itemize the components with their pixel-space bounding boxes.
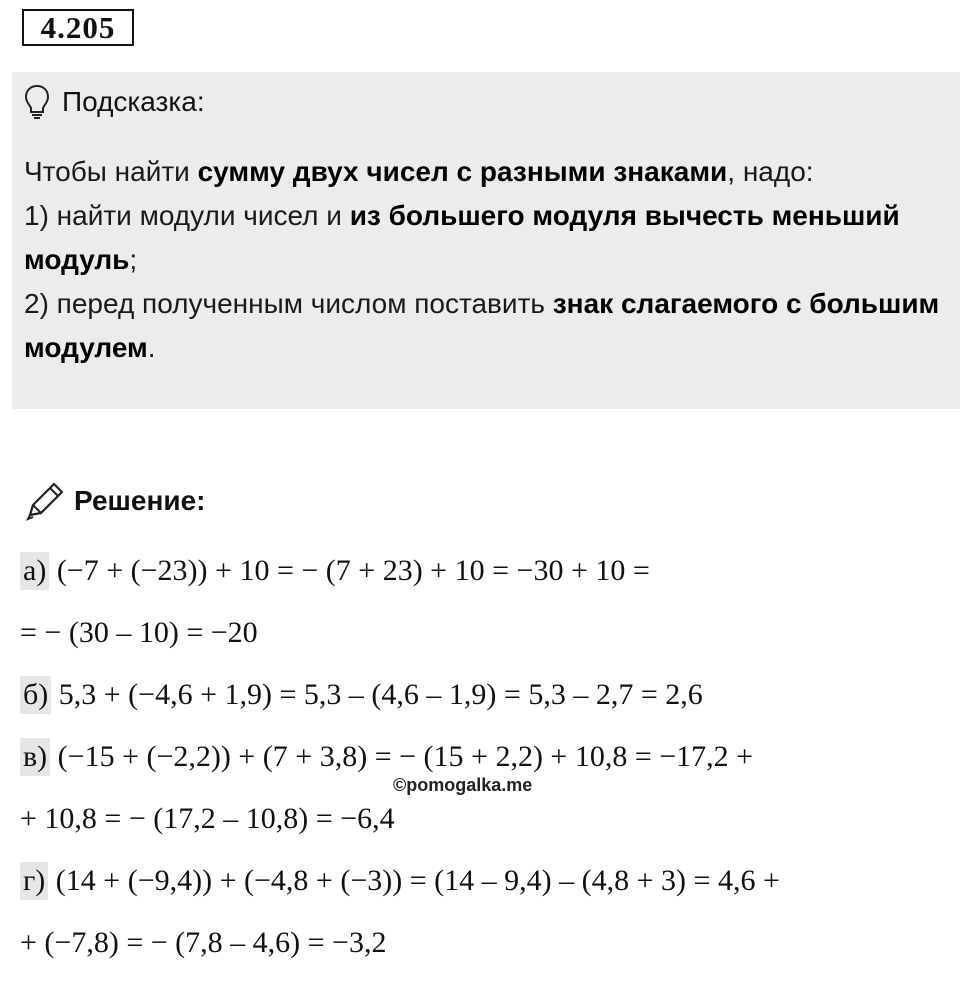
equation-text: = − (30 – 10) = −20 (20, 616, 258, 649)
solution-line (20, 850, 950, 912)
hint-text-part: 2) перед полученным числом поставить (24, 288, 553, 319)
equation-text: 5,3 + (−4,6 + 1,9) = 5,3 – (4,6 – 1,9) = 5,3 – 2,7 = 2,6 (51, 678, 703, 711)
equation-text: (−7 + (−23)) + 10 = − (7 + 23) + 10 = −30 + 10 = (49, 554, 650, 587)
problem-number: 4.205 (22, 9, 134, 46)
hint-text-part: Чтобы найти (24, 156, 198, 187)
solution-line (20, 664, 950, 726)
pencil-icon (24, 481, 66, 521)
equation-text: (14 + (−9,4)) + (−4,8 + (−3)) = (14 – 9,4) – (4,8 + 3) = 4,6 + (48, 864, 780, 897)
lightbulb-icon (24, 84, 50, 120)
item-label: а) (20, 552, 49, 590)
hint-text-part: . (147, 332, 156, 363)
equation-text: (−15 + (−2,2)) + (7 + 3,8) = − (15 + 2,2) + 10,8 = −17,2 + (50, 740, 754, 773)
item-label: б) (20, 676, 51, 714)
hint-text-bold: знак слагаемого с большим модулем (24, 288, 940, 363)
solution-line (20, 602, 950, 664)
equation-text: + (−7,8) = − (7,8 – 4,6) = −3,2 (20, 926, 387, 959)
hint-text-part: 1) найти модули чисел и (24, 200, 350, 231)
item-label: в) (20, 738, 50, 776)
watermark: ©pomogalka.me (393, 775, 533, 795)
hint-text (24, 150, 944, 370)
hint-text-part: ; (129, 244, 138, 275)
item-label: г) (20, 862, 48, 900)
solution-line (20, 912, 950, 974)
solution-line (20, 788, 950, 850)
hint-heading (24, 80, 205, 124)
equation-text: + 10,8 = − (17,2 – 10,8) = −6,4 (20, 802, 395, 835)
solution-lines (20, 540, 950, 974)
solution-line (20, 540, 950, 602)
solution-heading (24, 479, 205, 523)
solution-title: Решение: (74, 485, 206, 516)
hint-text-part: , надо: (727, 156, 814, 187)
hint-text-bold: из большего модуля вычесть меньший модуль (24, 200, 900, 275)
hint-title: Подсказка: (62, 86, 205, 117)
hint-text-bold: сумму двух чисел с разными знаками (197, 156, 728, 187)
